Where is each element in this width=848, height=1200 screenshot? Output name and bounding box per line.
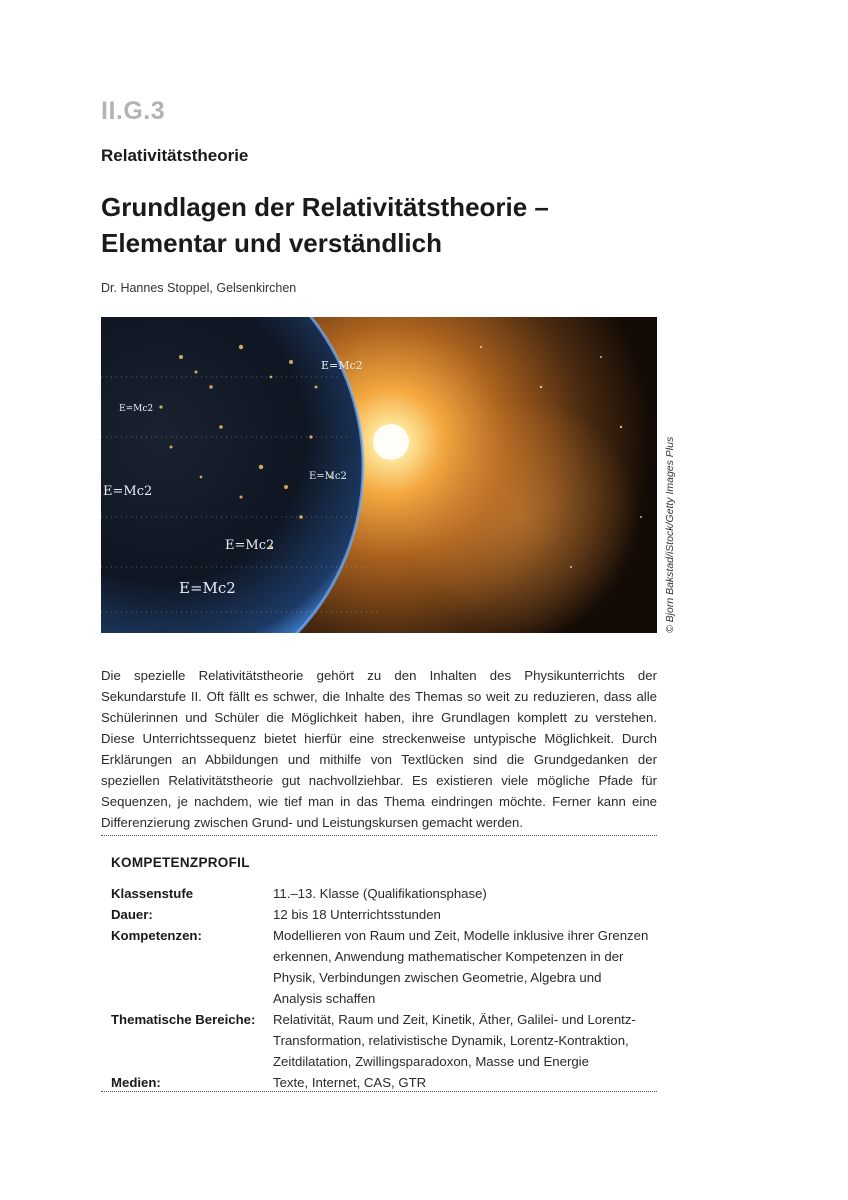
table-row	[111, 925, 651, 1009]
row-label: Dauer:	[111, 907, 153, 922]
row-label: Medien:	[111, 1075, 161, 1090]
formula-label: E=Mc2	[103, 484, 153, 499]
table-row	[111, 1009, 651, 1072]
row-label: Thematische Bereiche:	[111, 1012, 256, 1027]
row-value: Texte, Internet, CAS, GTR	[273, 1075, 427, 1090]
table-row	[111, 904, 651, 925]
table-row	[111, 883, 651, 904]
formula-label: E=Mc2	[225, 538, 275, 553]
formula-label: E=Mc2	[119, 404, 154, 414]
row-label: Kompetenzen:	[111, 928, 202, 943]
row-value: 11.–13. Klasse (Qualifikationsphase)	[273, 886, 487, 901]
row-label: Klassenstufe	[111, 886, 194, 901]
formula-label: E=Mc2	[309, 471, 347, 482]
formula-label: E=Mc2	[179, 579, 236, 597]
subject-heading: Relativitätstheorie	[101, 146, 249, 165]
page-title: Grundlagen der Relativitätstheorie – Elementar und verständlich	[101, 192, 549, 258]
unit-code: II.G.3	[101, 97, 166, 125]
kompetenzprofil-table	[111, 883, 651, 1093]
formula-label: E=Mc2	[321, 359, 363, 372]
row-value: 12 bis 18 Unterrichtsstunden	[273, 907, 441, 922]
earth-sun-space-image	[101, 317, 657, 633]
divider-bottom	[101, 1091, 657, 1092]
row-value: Relativität, Raum und Zeit, Kinetik, Äther, Galilei- und Lorentz-Transformation, relativistische Dynamik, Lorentz-Kontraktion, Zeitdilatation, Zwillingsparadoxon, Masse und Energie	[273, 1012, 636, 1069]
image-credit: © Bjorn Bakstad/iStock/Getty Images Plus	[664, 436, 676, 633]
author-line: Dr. Hannes Stoppel, Gelsenkirchen	[101, 281, 297, 295]
table-row	[111, 1072, 651, 1093]
divider-top	[101, 835, 657, 836]
intro-paragraph: Die spezielle Relativitätstheorie gehört zu den Inhalten des Physikunterrichts der Sekundarstufe II. Oft fällt es schwer, die Inhalte des Themas so weit zu reduzieren, dass alle Schülerinnen und Schüler die Möglichkeit haben, ihre Grundlagen komplett zu verstehen. Diese Unterrichtssequenz bietet hierfür eine streckenweise untypische Möglichkeit. Durch Erklärungen an Abbildungen und mithilfe von Textlücken sind die Grundgedanken der speziellen Relativitätstheorie gut nachvollziehbar. Es existieren viele mögliche Pfade für Sequenzen, je nachdem, wie tief man in das Thema eindringen möchte. Ferner kann eine Differenzierung zwischen Grund- und Leistungskursen gemacht werden.	[101, 668, 657, 830]
kompetenzprofil-title: KOMPETENZPROFIL	[111, 855, 250, 870]
row-value: Modellieren von Raum und Zeit, Modelle inklusive ihrer Grenzen erkennen, Anwendung mathematischer Kompetenzen in der Physik, Verbindungen zwischen Geometrie, Algebra und Analysis schaffen	[273, 928, 649, 1006]
